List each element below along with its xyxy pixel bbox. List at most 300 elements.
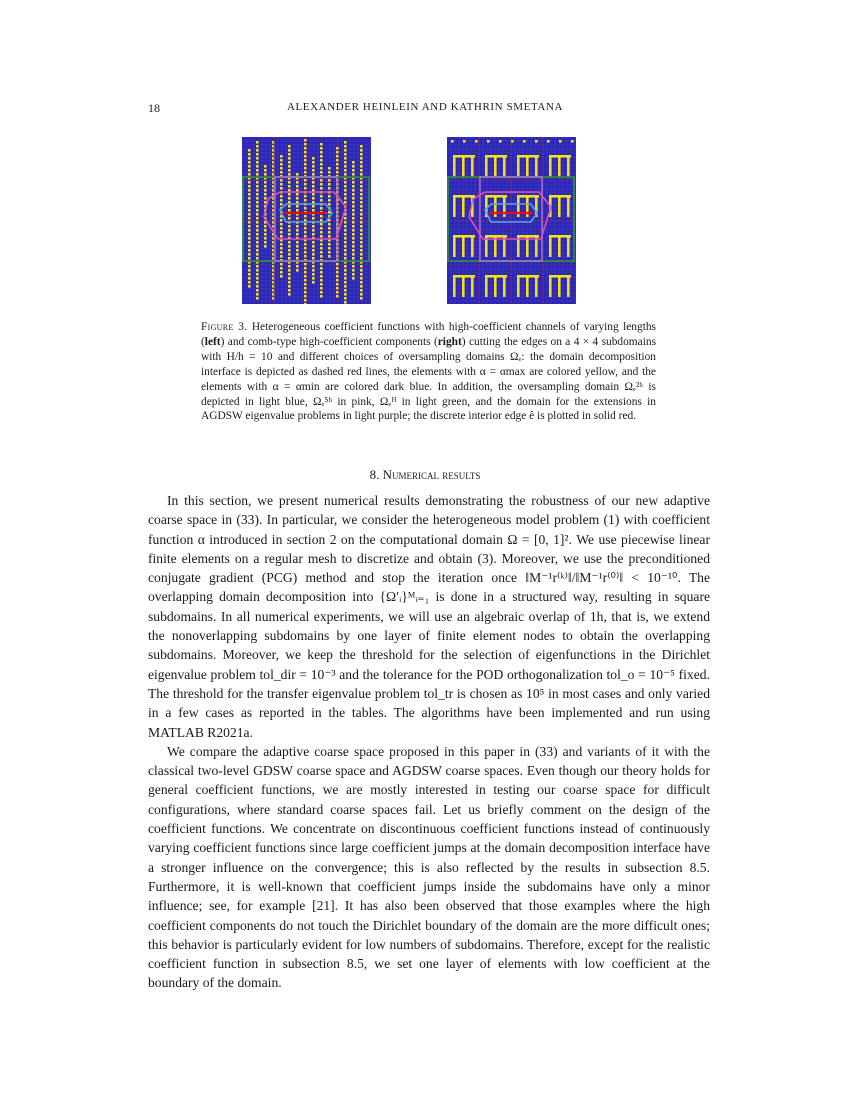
running-head: ALEXANDER HEINLEIN AND KATHRIN SMETANA [286, 101, 564, 113]
high-coefficient-cell [320, 227, 323, 230]
high-coefficient-cell [248, 205, 251, 208]
comb-tooth [535, 275, 538, 297]
high-coefficient-cell [264, 185, 267, 188]
high-coefficient-cell [312, 249, 315, 252]
high-coefficient-cell [288, 217, 291, 220]
high-coefficient-cell [256, 161, 259, 164]
high-coefficient-cell [344, 225, 347, 228]
high-coefficient-cell [256, 201, 259, 204]
high-coefficient-cell [320, 267, 323, 270]
high-coefficient-cell [312, 281, 315, 284]
high-coefficient-cell [288, 185, 291, 188]
high-coefficient-cell [296, 229, 299, 232]
high-coefficient-cell [352, 249, 355, 252]
high-coefficient-cell [248, 241, 251, 244]
high-coefficient-cell [352, 273, 355, 276]
high-coefficient-cell [320, 275, 323, 278]
high-coefficient-cell [248, 237, 251, 240]
high-coefficient-cell [296, 173, 299, 176]
comb-tooth [485, 155, 488, 177]
high-coefficient-cell [248, 185, 251, 188]
caption-left-word: left [204, 335, 221, 348]
high-coefficient-cell [264, 237, 267, 240]
high-coefficient-cell [288, 161, 291, 164]
high-coefficient-cell [312, 269, 315, 272]
high-coefficient-cell [312, 197, 315, 200]
high-coefficient-cell [296, 249, 299, 252]
high-coefficient-cell [344, 145, 347, 148]
high-coefficient-cell [296, 253, 299, 256]
page-number: 18 [148, 101, 160, 115]
high-coefficient-cell [248, 209, 251, 212]
high-coefficient-cell [312, 193, 315, 196]
high-coefficient-cell [288, 273, 291, 276]
high-coefficient-cell [288, 169, 291, 172]
high-coefficient-cell [360, 257, 363, 260]
high-coefficient-cell [256, 185, 259, 188]
high-coefficient-cell [312, 273, 315, 276]
high-coefficient-cell [288, 289, 291, 292]
high-coefficient-cell [352, 165, 355, 168]
high-coefficient-cell [280, 163, 283, 166]
high-coefficient-cell [360, 281, 363, 284]
high-coefficient-cell [264, 189, 267, 192]
high-coefficient-cell [360, 205, 363, 208]
high-coefficient-cell [256, 233, 259, 236]
high-coefficient-cell [360, 249, 363, 252]
high-coefficient-cell [344, 233, 347, 236]
high-coefficient-cell [256, 289, 259, 292]
high-coefficient-cell [344, 273, 347, 276]
high-coefficient-cell [296, 225, 299, 228]
high-coefficient-cell [264, 169, 267, 172]
high-coefficient-cell [248, 277, 251, 280]
high-coefficient-cell [312, 245, 315, 248]
high-coefficient-cell [296, 185, 299, 188]
high-coefficient-cell [288, 149, 291, 152]
high-coefficient-cell [248, 225, 251, 228]
high-coefficient-cell [344, 265, 347, 268]
high-coefficient-cell [248, 201, 251, 204]
high-coefficient-cell [288, 241, 291, 244]
high-coefficient-cell [320, 231, 323, 234]
high-coefficient-cell [360, 173, 363, 176]
high-coefficient-cell [352, 201, 355, 204]
high-coefficient-cell [264, 225, 267, 228]
high-coefficient-cell [487, 140, 490, 143]
high-coefficient-cell [280, 155, 283, 158]
high-coefficient-cell [320, 147, 323, 150]
comb-tooth [567, 195, 570, 217]
high-coefficient-cell [248, 229, 251, 232]
high-coefficient-cell [320, 283, 323, 286]
high-coefficient-cell [248, 149, 251, 152]
high-coefficient-cell [248, 153, 251, 156]
high-coefficient-cell [360, 285, 363, 288]
high-coefficient-cell [256, 169, 259, 172]
high-coefficient-cell [256, 205, 259, 208]
channels-coefficient-plot [242, 137, 371, 304]
high-coefficient-cell [320, 187, 323, 190]
high-coefficient-cell [344, 201, 347, 204]
high-coefficient-cell [248, 181, 251, 184]
high-coefficient-cell [320, 287, 323, 290]
high-coefficient-cell [248, 253, 251, 256]
high-coefficient-cell [360, 265, 363, 268]
high-coefficient-cell [288, 145, 291, 148]
high-coefficient-cell [352, 265, 355, 268]
comb-tooth [526, 155, 529, 177]
high-coefficient-cell [344, 161, 347, 164]
high-coefficient-cell [256, 265, 259, 268]
high-coefficient-cell [344, 301, 347, 304]
high-coefficient-cell [256, 281, 259, 284]
high-coefficient-cell [320, 159, 323, 162]
high-coefficient-cell [256, 253, 259, 256]
high-coefficient-cell [320, 171, 323, 174]
high-coefficient-cell [451, 140, 454, 143]
high-coefficient-cell [571, 140, 574, 143]
high-coefficient-cell [320, 183, 323, 186]
high-coefficient-cell [256, 197, 259, 200]
high-coefficient-cell [256, 181, 259, 184]
high-coefficient-cell [328, 243, 331, 246]
high-coefficient-cell [360, 253, 363, 256]
body-text [148, 491, 710, 993]
high-coefficient-cell [280, 243, 283, 246]
high-coefficient-cell [288, 285, 291, 288]
high-coefficient-cell [352, 189, 355, 192]
high-coefficient-cell [328, 247, 331, 250]
high-coefficient-cell [344, 185, 347, 188]
high-coefficient-cell [344, 153, 347, 156]
high-coefficient-cell [288, 245, 291, 248]
high-coefficient-cell [248, 161, 251, 164]
high-coefficient-cell [360, 185, 363, 188]
high-coefficient-cell [280, 263, 283, 266]
high-coefficient-cell [296, 245, 299, 248]
high-coefficient-cell [344, 241, 347, 244]
high-coefficient-cell [328, 187, 331, 190]
high-coefficient-cell [312, 225, 315, 228]
section-heading [0, 467, 850, 483]
high-coefficient-cell [256, 297, 259, 300]
figure-caption [201, 320, 656, 424]
high-coefficient-cell [344, 269, 347, 272]
comb-tooth [558, 275, 561, 297]
comb-tooth [503, 275, 506, 297]
high-coefficient-cell [288, 253, 291, 256]
high-coefficient-cell [352, 213, 355, 216]
high-coefficient-cell [296, 181, 299, 184]
caption-text-1: Heterogeneous coefficient functions with high-coefficient channels of varying lengths ( [201, 321, 656, 348]
high-coefficient-cell [499, 140, 502, 143]
high-coefficient-cell [256, 245, 259, 248]
high-coefficient-cell [344, 289, 347, 292]
high-coefficient-cell [288, 269, 291, 272]
high-coefficient-cell [344, 173, 347, 176]
section-number: 8. [369, 467, 380, 482]
high-coefficient-cell [288, 233, 291, 236]
comb-tooth [549, 275, 552, 297]
high-coefficient-cell [328, 183, 331, 186]
comb-tooth [453, 275, 456, 297]
high-coefficient-cell [320, 215, 323, 218]
high-coefficient-cell [288, 197, 291, 200]
high-coefficient-cell [320, 155, 323, 158]
high-coefficient-cell [256, 149, 259, 152]
high-coefficient-cell [280, 195, 283, 198]
high-coefficient-cell [320, 243, 323, 246]
high-coefficient-cell [463, 140, 466, 143]
figure-right-panel [447, 137, 576, 304]
high-coefficient-cell [344, 277, 347, 280]
high-coefficient-cell [344, 297, 347, 300]
high-coefficient-cell [320, 143, 323, 146]
high-coefficient-cell [264, 241, 267, 244]
high-coefficient-cell [264, 193, 267, 196]
high-coefficient-cell [328, 231, 331, 234]
paragraph-2: We compare the adaptive coarse space proposed in this paper in (33) and variants of it with the classical two-level GDSW coarse space and AGDSW coarse spaces. Even though our theory holds for general coefficient functions, we are mostly interested in testing our coarse space for difficult configurations, where standard coarse spaces fail. Let us briefly comment on the design of the coefficient functions. We concentrate on discontinuous coefficient functions instead of continuously varying coefficient functions since large coefficient jumps at the domain decomposition interface have a stronger influence on the convergence; this is also reflected by the results in subsection 8.5. Furthermore, it is well-known that coefficient jumps inside the subdomains have only a minor influence; see, for example [21]. It has also been observed that those examples where the high coefficient components do not touch the Dirichlet boundary of the domain are the more difficult ones; this behavior is particularly evident for low numbers of subdomains. Therefore, except for the realistic coefficient function in subsection 8.5, we set one layer of elements with low coefficient at the boundary of the domain. [148, 743, 710, 991]
high-coefficient-cell [312, 253, 315, 256]
high-coefficient-cell [256, 273, 259, 276]
comb-tooth [526, 275, 529, 297]
high-coefficient-cell [352, 253, 355, 256]
high-coefficient-cell [320, 195, 323, 198]
comb-tooth [494, 275, 497, 297]
high-coefficient-cell [352, 193, 355, 196]
high-coefficient-cell [352, 277, 355, 280]
high-coefficient-cell [248, 245, 251, 248]
high-coefficient-cell [328, 255, 331, 258]
high-coefficient-cell [264, 233, 267, 236]
high-coefficient-cell [344, 149, 347, 152]
comb-tooth [494, 155, 497, 177]
comb-tooth [462, 235, 465, 257]
high-coefficient-cell [320, 163, 323, 166]
high-coefficient-cell [248, 169, 251, 172]
high-coefficient-cell [360, 217, 363, 220]
high-coefficient-cell [288, 265, 291, 268]
high-coefficient-cell [344, 249, 347, 252]
high-coefficient-cell [360, 201, 363, 204]
high-coefficient-cell [264, 165, 267, 168]
comb-tooth [503, 155, 506, 177]
high-coefficient-cell [360, 165, 363, 168]
paragraph-1: In this section, we present numerical results demonstrating the robustness of our new adaptive coarse space in (33). In particular, we consider the heterogeneous model problem (1) with coefficient function α introduced in section 2 on the computational domain Ω = [0, 1]². We use piecewise linear finite elements on a regular mesh to discretize and obtain (3). Moreover, we use the preconditioned conjugate gradient (PCG) method and stop the iteration once ‖M⁻¹r⁽ᵏ⁾‖/‖M⁻¹r⁽⁰⁾‖ < 10⁻¹⁰. The overlapping domain decomposition into {Ω′ᵢ}ᴹᵢ₌₁ is done in a structured way, resulting in square subdomains. In all numerical experiments, we will use an algebraic overlap of 1h, that is, we extend the nonoverlapping subdomains by one layer of finite element nodes to obtain the overlapping subdomains. Moreover, we keep the threshold for the selection of eigenfunctions in the Dirichlet eigenvalue problem tol_dir = 10⁻³ and the tolerance for the POD orthogonalization tol_o = 10⁻⁵ fixed. The threshold for the transfer eigenvalue problem tol_tr is chosen as 10⁵ in most cases and only varied in a few cases as reported in the tables. The algorithms have been implemented and run using MATLAB R2021a. [148, 493, 710, 740]
high-coefficient-cell [320, 207, 323, 210]
high-coefficient-cell [264, 245, 267, 248]
high-coefficient-cell [280, 199, 283, 202]
high-coefficient-cell [248, 197, 251, 200]
high-coefficient-cell [256, 209, 259, 212]
high-coefficient-cell [256, 285, 259, 288]
high-coefficient-cell [360, 233, 363, 236]
high-coefficient-cell [360, 181, 363, 184]
high-coefficient-cell [280, 171, 283, 174]
high-coefficient-cell [248, 189, 251, 192]
high-coefficient-cell [352, 169, 355, 172]
comb-tooth [558, 195, 561, 217]
high-coefficient-cell [360, 245, 363, 248]
high-coefficient-cell [296, 233, 299, 236]
high-coefficient-cell [256, 225, 259, 228]
high-coefficient-cell [304, 303, 307, 304]
high-coefficient-cell [320, 295, 323, 298]
comb-tooth [462, 195, 465, 217]
high-coefficient-cell [256, 293, 259, 296]
high-coefficient-cell [280, 183, 283, 186]
comb-tooth [567, 275, 570, 297]
high-coefficient-cell [475, 140, 478, 143]
high-coefficient-cell [352, 237, 355, 240]
high-coefficient-cell [288, 277, 291, 280]
high-coefficient-cell [256, 217, 259, 220]
high-coefficient-cell [288, 257, 291, 260]
high-coefficient-cell [320, 247, 323, 250]
high-coefficient-cell [360, 149, 363, 152]
figure-label: Figure 3. [201, 321, 248, 333]
comb-tooth [471, 275, 474, 297]
high-coefficient-cell [312, 169, 315, 172]
high-coefficient-cell [288, 281, 291, 284]
high-coefficient-cell [296, 269, 299, 272]
high-coefficient-cell [320, 251, 323, 254]
high-coefficient-cell [320, 151, 323, 154]
high-coefficient-cell [296, 257, 299, 260]
high-coefficient-cell [312, 233, 315, 236]
high-coefficient-cell [360, 237, 363, 240]
high-coefficient-cell [328, 167, 331, 170]
high-coefficient-cell [360, 157, 363, 160]
high-coefficient-cell [312, 205, 315, 208]
high-coefficient-cell [320, 279, 323, 282]
high-coefficient-cell [280, 227, 283, 230]
high-coefficient-cell [280, 247, 283, 250]
high-coefficient-cell [352, 173, 355, 176]
high-coefficient-cell [360, 269, 363, 272]
high-coefficient-cell [320, 199, 323, 202]
high-coefficient-cell [256, 153, 259, 156]
high-coefficient-cell [312, 173, 315, 176]
high-coefficient-cell [248, 269, 251, 272]
high-coefficient-cell [288, 173, 291, 176]
high-coefficient-cell [312, 209, 315, 212]
high-coefficient-cell [296, 197, 299, 200]
high-coefficient-cell [264, 173, 267, 176]
high-coefficient-cell [352, 225, 355, 228]
high-coefficient-cell [360, 289, 363, 292]
high-coefficient-cell [296, 193, 299, 196]
high-coefficient-cell [256, 141, 259, 144]
high-coefficient-cell [535, 140, 538, 143]
high-coefficient-cell [280, 275, 283, 278]
high-coefficient-cell [280, 231, 283, 234]
comb-tooth [453, 155, 456, 177]
section-title: Numerical results [382, 467, 481, 482]
comb-tooth [453, 235, 456, 257]
high-coefficient-cell [344, 157, 347, 160]
high-coefficient-cell [296, 265, 299, 268]
high-coefficient-cell [288, 225, 291, 228]
high-coefficient-cell [328, 203, 331, 206]
high-coefficient-cell [248, 217, 251, 220]
high-coefficient-cell [280, 223, 283, 226]
high-coefficient-cell [296, 205, 299, 208]
high-coefficient-cell [256, 237, 259, 240]
high-coefficient-cell [344, 165, 347, 168]
high-coefficient-cell [248, 233, 251, 236]
high-coefficient-cell [360, 273, 363, 276]
comb-tooth [558, 235, 561, 257]
high-coefficient-cell [296, 241, 299, 244]
comb-tooth [485, 275, 488, 297]
high-coefficient-cell [248, 257, 251, 260]
high-coefficient-cell [248, 193, 251, 196]
high-coefficient-cell [344, 217, 347, 220]
high-coefficient-cell [360, 241, 363, 244]
high-coefficient-cell [280, 203, 283, 206]
high-coefficient-cell [352, 229, 355, 232]
high-coefficient-cell [256, 241, 259, 244]
high-coefficient-cell [352, 205, 355, 208]
high-coefficient-cell [312, 241, 315, 244]
high-coefficient-cell [248, 285, 251, 288]
high-coefficient-cell [320, 291, 323, 294]
high-coefficient-cell [352, 185, 355, 188]
high-coefficient-cell [280, 255, 283, 258]
high-coefficient-cell [328, 195, 331, 198]
high-coefficient-cell [360, 293, 363, 296]
high-coefficient-cell [248, 165, 251, 168]
high-coefficient-cell [248, 249, 251, 252]
comb-tooth [462, 275, 465, 297]
figure-left-panel [242, 137, 371, 304]
high-coefficient-cell [248, 213, 251, 216]
high-coefficient-cell [280, 267, 283, 270]
high-coefficient-cell [344, 181, 347, 184]
high-coefficient-cell [352, 197, 355, 200]
high-coefficient-cell [248, 173, 251, 176]
high-coefficient-cell [312, 277, 315, 280]
caption-text-3: ) cutting the edges on a 4 × 4 subdomains with H/h = 10 and different choices of oversampling domains Ωₑ: the domain decomposition interface is depicted as dashed red lines, the elements with α = αmax are colored yellow, and the elements with α = αmin are colored dark blue. In addition, the oversampling domain Ωₑ²ʰ is depicted in light blue, Ωₑ⁵ʰ in pink, Ωₑᴴ in light green, and the domain for the extensions in AGDSW eigenvalue problems in light purple; the discrete interior edge ê is plotted in solid red. [201, 335, 657, 423]
high-coefficient-cell [312, 265, 315, 268]
high-coefficient-cell [344, 197, 347, 200]
high-coefficient-cell [288, 193, 291, 196]
high-coefficient-cell [360, 169, 363, 172]
high-coefficient-cell [288, 293, 291, 296]
high-coefficient-cell [312, 157, 315, 160]
high-coefficient-cell [256, 257, 259, 260]
high-coefficient-cell [344, 253, 347, 256]
high-coefficient-cell [256, 157, 259, 160]
high-coefficient-cell [328, 171, 331, 174]
high-coefficient-cell [547, 140, 550, 143]
high-coefficient-cell [312, 229, 315, 232]
caption-right-word: right [437, 335, 462, 348]
high-coefficient-cell [256, 145, 259, 148]
comb-tooth [549, 155, 552, 177]
high-coefficient-cell [312, 185, 315, 188]
high-coefficient-cell [352, 209, 355, 212]
high-coefficient-cell [312, 257, 315, 260]
high-coefficient-cell [248, 265, 251, 268]
high-coefficient-cell [344, 237, 347, 240]
high-coefficient-cell [344, 245, 347, 248]
coefficient-background [447, 137, 576, 304]
high-coefficient-cell [352, 181, 355, 184]
high-coefficient-cell [280, 159, 283, 162]
